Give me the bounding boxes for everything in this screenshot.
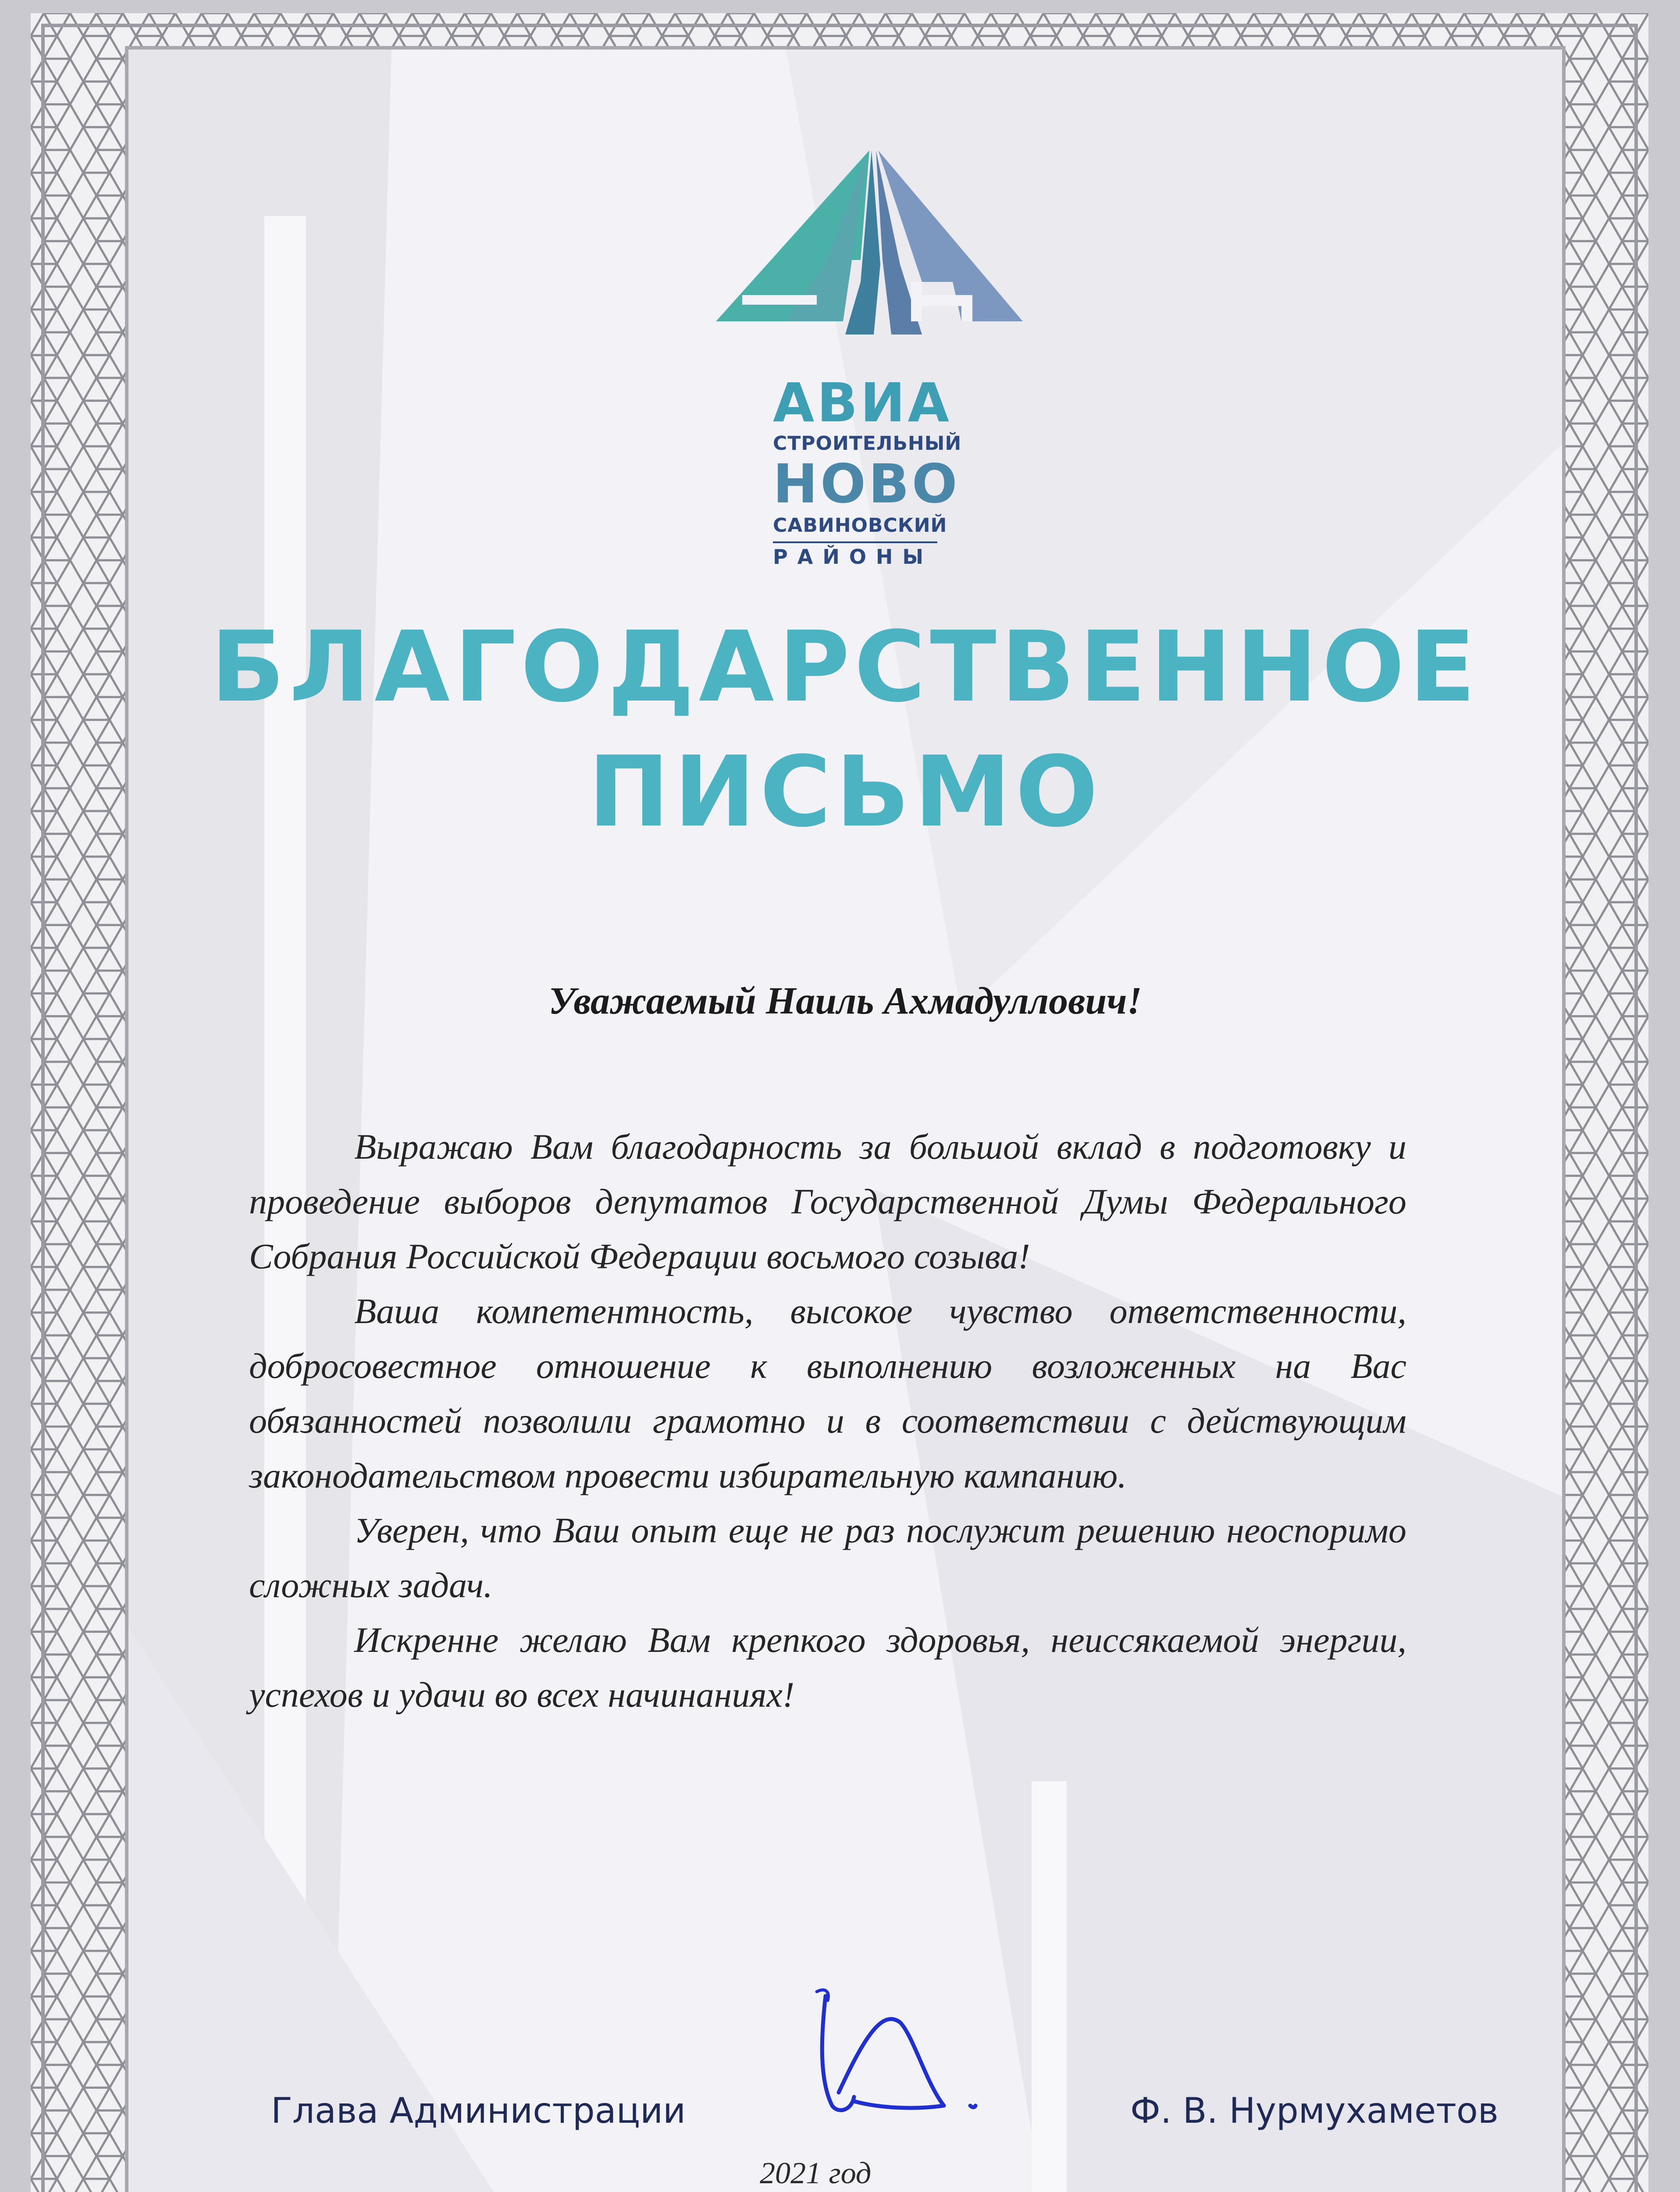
signatory-role: Глава Администрации	[271, 2090, 686, 2131]
letter-body	[249, 1119, 1406, 1722]
logo-text-novo: НОВО	[773, 453, 960, 515]
logo-text-raiony: РАЙОНЫ	[773, 545, 933, 569]
handwritten-signature	[812, 1983, 1032, 2132]
paragraph: Уверен, что Ваш опыт еще не раз послужит решению неоспоримо сложных задач.	[249, 1510, 1406, 1605]
signatory-name: Ф. В. Нурмухаметов	[1130, 2090, 1499, 2131]
logo-text-savinovsky: САВИНОВСКИЙ	[773, 514, 947, 537]
greeting: Уважаемый Наиль Ахмадуллович!	[548, 980, 1142, 1022]
paragraph: Ваша компетентность, высокое чувство ответственности, добросовестное отношение к выполнению возложенных на Вас обязанностей позволили грамотно и в соответствии с действующим законодательством провести избирательную кампанию.	[249, 1291, 1406, 1495]
logo-emblem	[716, 150, 1023, 334]
document-title-line-2: ПИСЬМО	[588, 736, 1103, 849]
letter-panel	[125, 46, 1566, 2192]
logo-divider	[773, 541, 937, 543]
certificate-sheet	[31, 13, 1648, 2192]
document-title-line-1: БЛАГОДАРСТВЕННОЕ	[210, 611, 1480, 724]
paragraph: Выражаю Вам благодарность за большой вклад в подготовку и проведение выборов депутатов Государственной Думы Федерального Собрания Российской Федерации восьмого созыва!	[249, 1127, 1406, 1276]
paragraph: Искренне желаю Вам крепкого здоровья, неиссякаемой энергии, успехов и удачи во всех начинаниях!	[249, 1620, 1406, 1715]
letter-year: 2021 год	[760, 2156, 872, 2190]
logo-text-stroitelny: СТРОИТЕЛЬНЫЙ	[773, 432, 962, 455]
logo-text-avia: АВИА	[773, 372, 952, 434]
